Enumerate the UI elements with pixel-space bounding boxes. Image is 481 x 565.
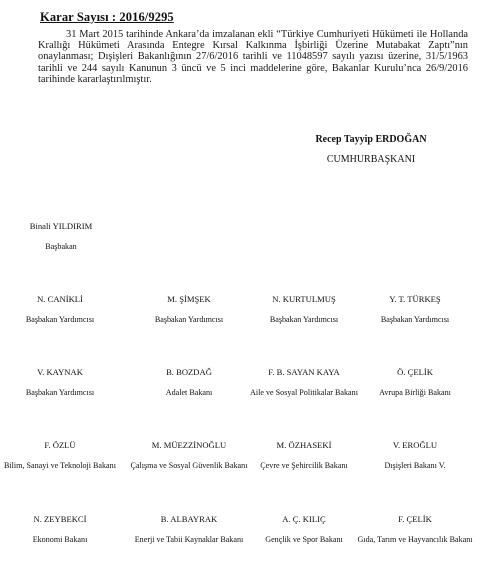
signatory-name: N. KURTULMUŞ (272, 294, 336, 304)
minister-signature-block (124, 294, 254, 325)
prime-minister-signature-block (0, 221, 126, 252)
decision-body-text: 31 Mart 2015 tarihinde Ankara’da imzalanan ekli “Türkiye Cumhuriyeti Hükümeti ile Hollanda Krallığı Hükümeti Arasında Entegre Kırsal Kalkınma İşbirliği Üzerine Mutabakat Zaptı”nın onaylanması; Dışişleri Bakanlığının 27/6/2016 tarihli ve 11048597 sayılı yazısı üzerine, 31/5/1963 tarihli ve 244 sayılı Kanunun 3 üncü ve 5 inci maddelerine göre, Bakanlar Kurulu’nca 26/9/2016 tarihinde kararlaştırılmıştır. (38, 29, 468, 85)
signatory-name: B. ALBAYRAK (160, 514, 218, 524)
signatory-name: Binali YILDIRIM (29, 221, 93, 231)
minister-signature-block (0, 367, 125, 398)
signatory-name: F. B. SAYAN KAYA (268, 367, 340, 377)
signatory-title: Başbakan (45, 242, 77, 251)
signatory-name: N. CANİKLİ (37, 294, 83, 304)
signatory-title: Gençlik ve Spor Bakanı (265, 535, 343, 544)
signatory-title: Başbakan Yardımcısı (380, 315, 450, 324)
signatory-name: B. BOZDAĞ (166, 367, 212, 377)
signatory-name: Y. T. TÜRKEŞ (389, 294, 441, 304)
president-title: CUMHURBAŞKANI (326, 154, 416, 165)
signatory-name: M. ŞİMŞEK (167, 294, 211, 304)
signatory-title: Ekonomi Bakanı (32, 535, 88, 544)
signatory-title: Gıda, Tarım ve Hayvancılık Bakanı (357, 535, 473, 544)
signatory-name: F. ÇELİK (398, 514, 432, 524)
minister-signature-block (350, 440, 480, 471)
signatory-title: Başbakan Yardımcısı (269, 315, 339, 324)
signatory-title: Başbakan Yardımcısı (25, 388, 95, 397)
signatory-title: Başbakan Yardımcısı (25, 315, 95, 324)
minister-signature-block (124, 367, 254, 398)
minister-signature-block (350, 514, 480, 545)
minister-signature-block (350, 294, 480, 325)
signatory-title: Avrupa Birliği Bakanı (379, 388, 451, 397)
signatory-name: F. ÖZLÜ (44, 440, 76, 450)
signatory-title: Başbakan Yardımcısı (154, 315, 224, 324)
signatory-title: Dışişleri Bakanı V. (384, 461, 446, 470)
signatory-name: N. ZEYBEKCİ (33, 514, 87, 524)
signatory-title: Bilim, Sanayi ve Teknoloji Bakanı (4, 461, 116, 470)
minister-signature-block (124, 514, 254, 545)
signatory-title: Enerji ve Tabii Kaynaklar Bakanı (134, 535, 244, 544)
signatory-name: M. ÖZHASEKİ (276, 440, 332, 450)
minister-signature-block (0, 440, 125, 471)
minister-signature-block (350, 367, 480, 398)
signatory-name: M. MÜEZZİNOĞLU (151, 440, 227, 450)
signatory-name: Ö. ÇELİK (397, 367, 433, 377)
president-name: Recep Tayyip ERDOĞAN (315, 134, 427, 145)
minister-signature-block (0, 294, 125, 325)
signatory-title: Aile ve Sosyal Politikalar Bakanı (250, 388, 358, 397)
signatory-name: V. EROĞLU (392, 440, 438, 450)
decision-number-title: Karar Sayısı : 2016/9295 (40, 10, 174, 24)
signatory-name: A. Ç. KILIÇ (282, 514, 326, 524)
signatory-title: Adalet Bakanı (165, 388, 213, 397)
signatory-title: Çevre ve Şehircilik Bakanı (260, 461, 348, 470)
signatory-name: V. KAYNAK (37, 367, 83, 377)
signatory-title: Çalışma ve Sosyal Güvenlik Bakanı (130, 461, 248, 470)
minister-signature-block (0, 514, 125, 545)
minister-signature-block (124, 440, 254, 471)
